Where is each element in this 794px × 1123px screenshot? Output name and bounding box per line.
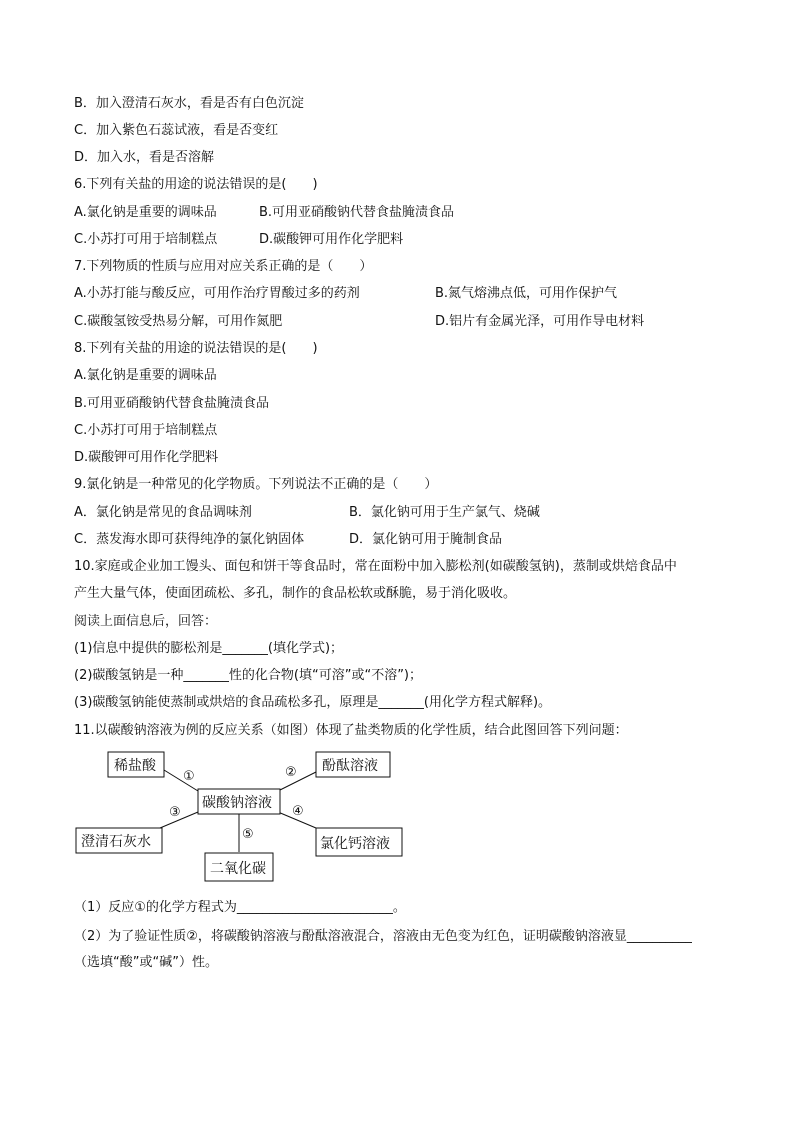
- option-7b: B.氮气熔沸点低，可用作保护气: [435, 286, 618, 301]
- question-10-prompt: 阅读上面信息后，回答：: [74, 614, 218, 629]
- option-8a: A.氯化钠是重要的调味品: [74, 368, 217, 383]
- option-9d: D．氯化钠可用于腌制食品: [349, 532, 503, 547]
- question-10-part3: (3)碳酸氢钠能使蒸制或烘焙的食品疏松多孔，原理是_______(用化学方程式解释)。: [74, 695, 552, 710]
- question-11-part1: （1）反应①的化学方程式为________________________。: [74, 900, 406, 915]
- option-7d: D.铝片有金属光泽，可用作导电材料: [435, 314, 645, 329]
- question-10-part1: (1)信息中提供的膨松剂是_______(填化学式)；: [74, 641, 344, 656]
- option-8c: C.小苏打可用于培制糕点: [74, 423, 218, 438]
- question-11: 11.以碳酸钠溶液为例的反应关系（如图）体现了盐类物质的化学性质，结合此图回答下列问题：: [74, 723, 628, 738]
- label-carbon-dioxide: 二氧化碳: [210, 861, 266, 877]
- option-8b: B.可用亚硝酸钠代替食盐腌渍食品: [74, 396, 270, 411]
- label-phenolphthalein: 酚酞溶液: [322, 758, 378, 774]
- number-5: ⑤: [242, 827, 254, 842]
- option-7c: C.碳酸氢铵受热易分解，可用作氮肥: [74, 314, 283, 329]
- line-q5d: D．加入水，看是否溶解: [74, 150, 215, 165]
- question-8: 8.下列有关盐的用途的说法错误的是( ): [74, 341, 318, 356]
- question-10-line1: 10.家庭或企业加工馒头、面包和饼干等食品时，常在面粉中加入膨松剂(如碳酸氢钠)，蒸制或烘焙食品中: [74, 559, 677, 574]
- label-dilute-hcl: 稀盐酸: [114, 758, 156, 774]
- label-calcium-chloride: 氯化钙溶液: [320, 836, 390, 852]
- question-10-part2: (2)碳酸氢钠是一种_______性的化合物(填“可溶”或“不溶”)；: [74, 668, 422, 683]
- option-6b: B.可用亚硝酸钠代替食盐腌渍食品: [259, 205, 455, 220]
- option-9b: B．氯化钠可用于生产氯气、烧碱: [349, 505, 540, 520]
- question-7: 7.下列物质的性质与应用对应关系正确的是（ ）: [74, 259, 373, 274]
- option-6c: C.小苏打可用于培制糕点: [74, 232, 218, 247]
- connector-2: [278, 772, 316, 791]
- question-6: 6.下列有关盐的用途的说法错误的是( ): [74, 177, 318, 192]
- question-10-line2: 产生大量气体，使面团疏松、多孔，制作的食品松软或酥脆，易于消化吸收。: [74, 586, 517, 601]
- number-2: ②: [285, 765, 297, 780]
- option-8d: D.碳酸钾可用作化学肥料: [74, 450, 219, 465]
- number-3: ③: [169, 805, 181, 820]
- option-9c: C．蒸发海水即可获得纯净的氯化钠固体: [74, 532, 305, 547]
- line-q5b: B．加入澄清石灰水，看是否有白色沉淀: [74, 96, 304, 111]
- question-11-part2: （2）为了验证性质②，将碳酸钠溶液与酚酞溶液混合，溶液由无色变为红色，证明碳酸钠溶液显__________: [74, 929, 692, 944]
- number-4: ④: [292, 804, 304, 819]
- option-7a: A.小苏打能与酸反应，可用作治疗胃酸过多的药剂: [74, 286, 360, 301]
- line-q5c: C．加入紫色石蕊试液，看是否变红: [74, 123, 279, 138]
- number-1: ①: [183, 769, 195, 784]
- option-6d: D.碳酸钾可用作化学肥料: [259, 232, 404, 247]
- option-6a: A.氯化钠是重要的调味品: [74, 205, 217, 220]
- label-center: 碳酸钠溶液: [202, 795, 272, 811]
- option-9a: A．氯化钠是常见的食品调味剂: [74, 505, 252, 520]
- question-9: 9.氯化钠是一种常见的化学物质。下列说法不正确的是（ ）: [74, 477, 438, 492]
- label-limewater: 澄清石灰水: [81, 834, 151, 850]
- question-11-part3: （选填“酸”或“碱”）性。: [74, 955, 218, 970]
